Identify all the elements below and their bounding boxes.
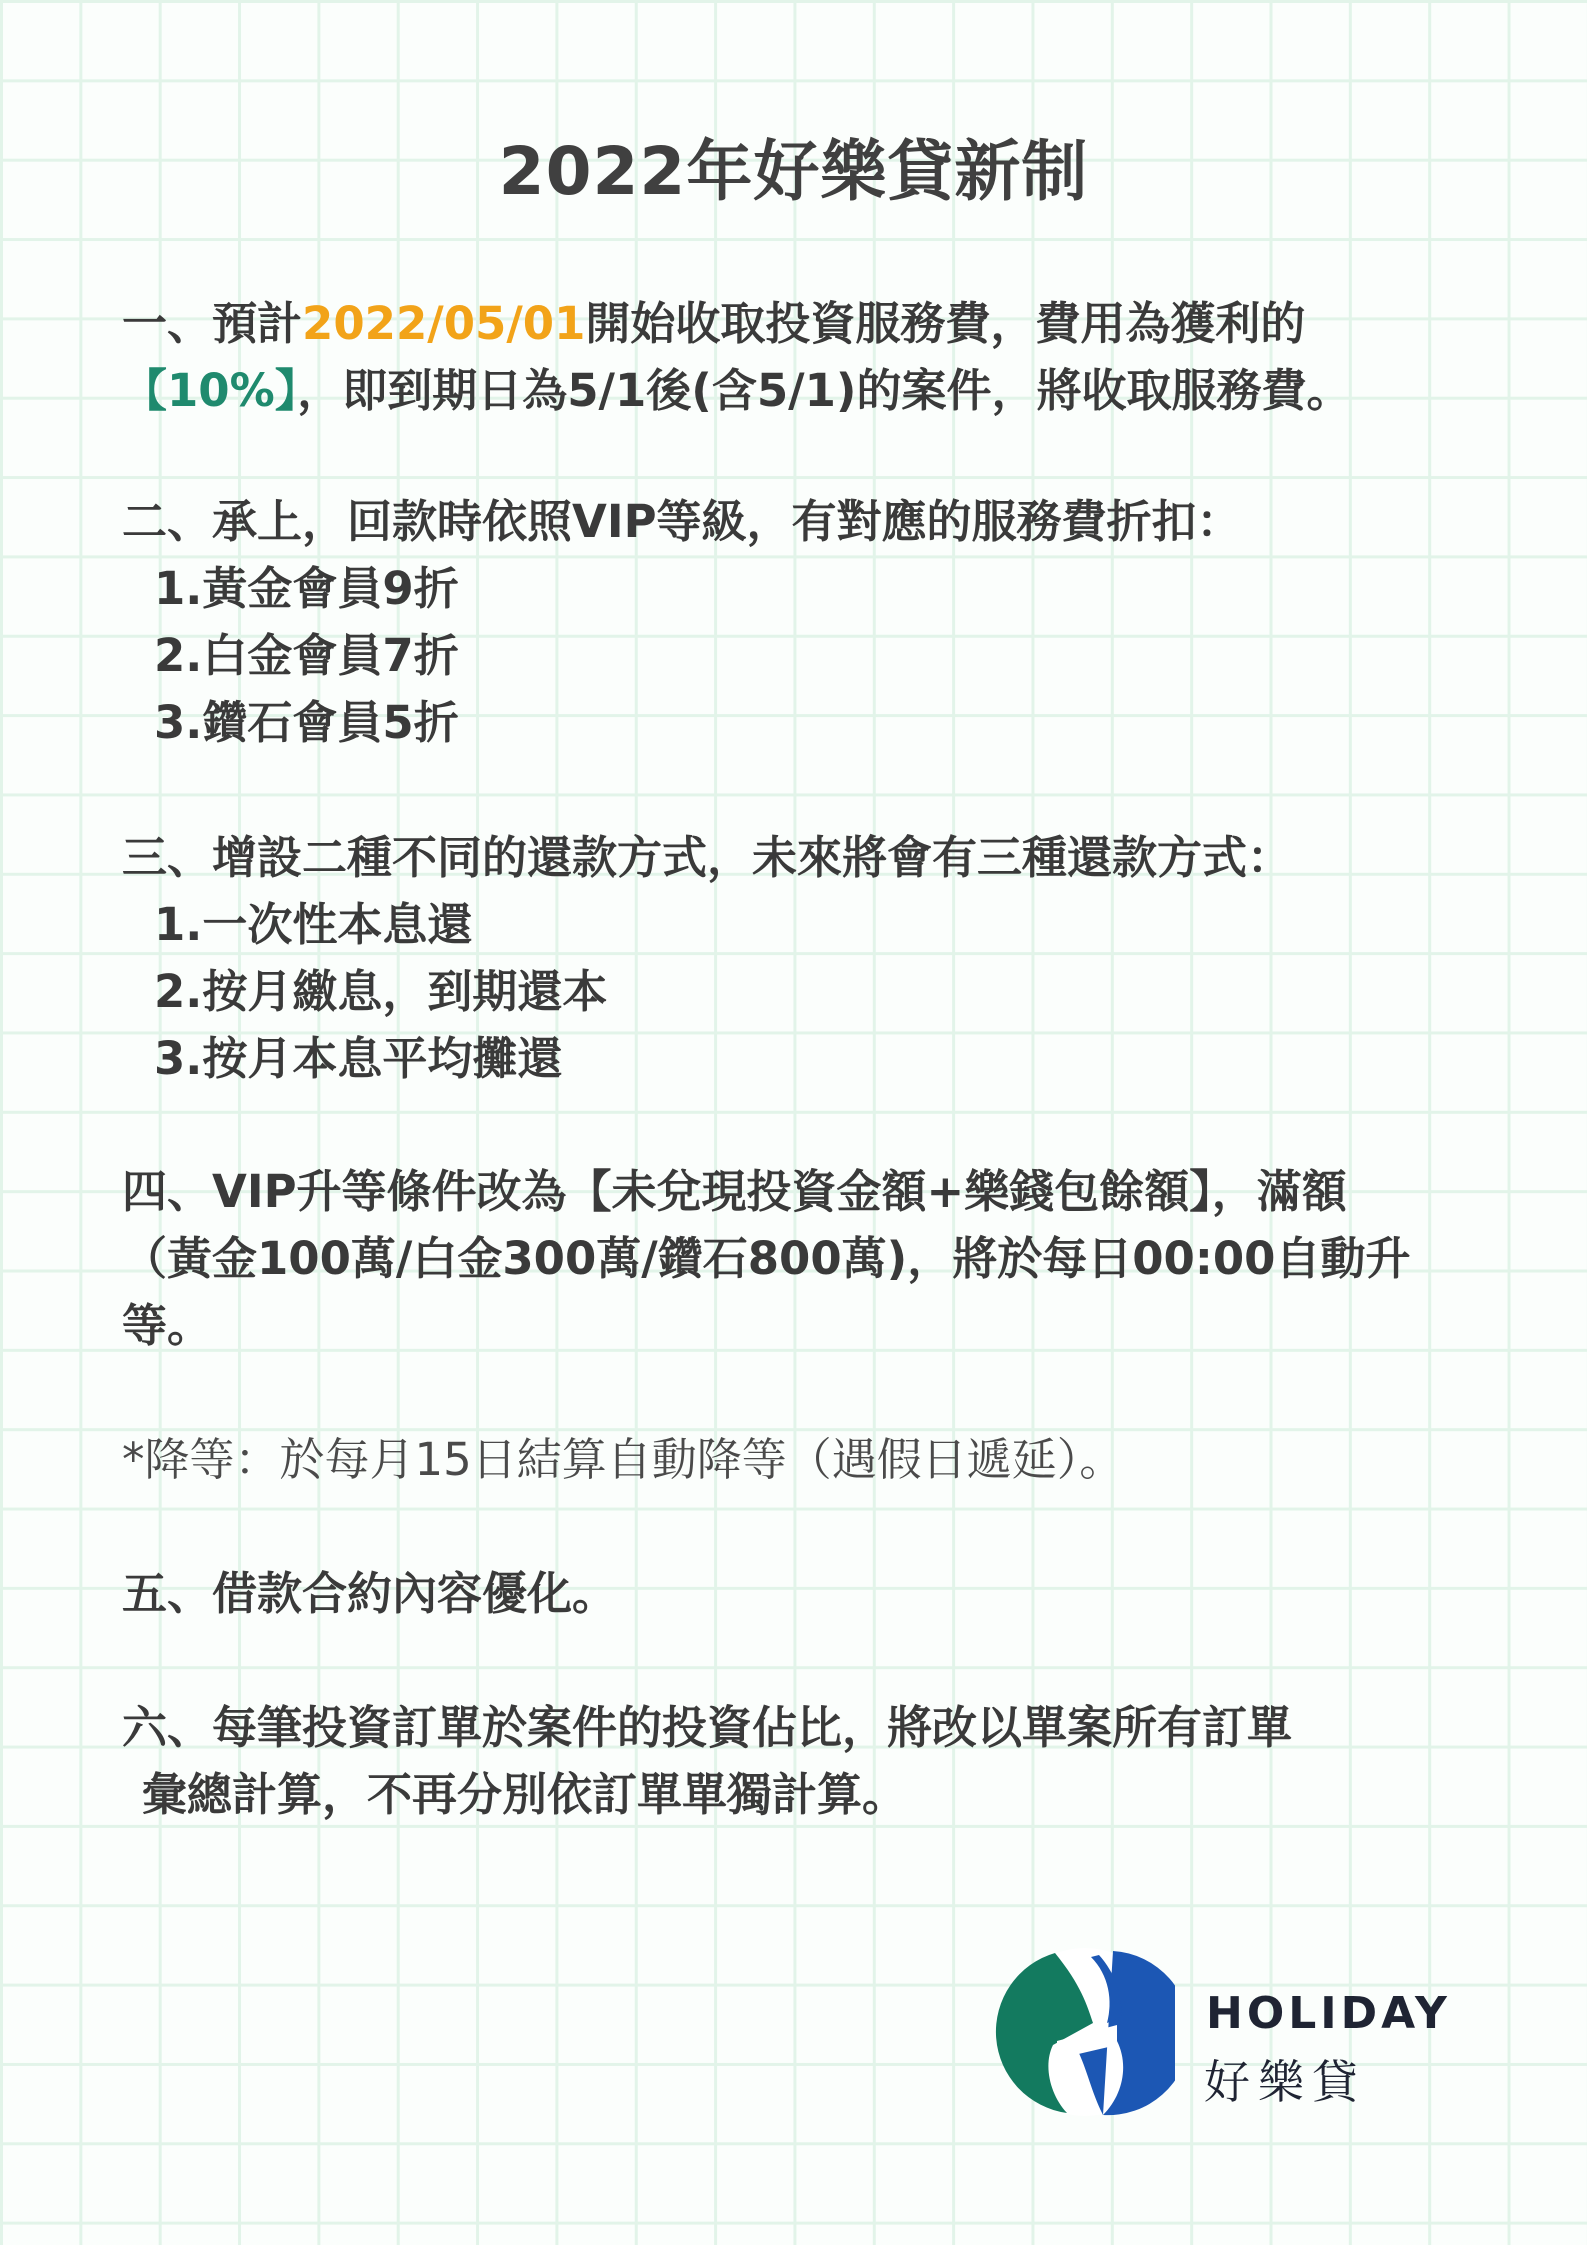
- section-1: [122, 290, 1351, 424]
- list-item: 2.白金會員7折: [154, 629, 459, 682]
- section-4-line-3: 等。: [122, 1299, 213, 1352]
- section-6-line-1: 六、每筆投資訂單於案件的投資佔比，將改以單案所有訂單: [122, 1701, 1293, 1754]
- section-4-line-2: （黃金100萬/白金300萬/鑽石800萬)，將於每日00:00自動升: [122, 1232, 1411, 1285]
- list-item: 1.黃金會員9折: [154, 562, 459, 615]
- section-3: [122, 824, 1292, 1092]
- section-1-line-1: [122, 290, 1351, 357]
- section-4-line-1: 四、VIP升等條件改為【未兌現投資金額+樂錢包餘額】，滿額: [122, 1165, 1347, 1218]
- holiday-logo-icon: [995, 1945, 1175, 2120]
- section-4: [122, 1158, 1410, 1359]
- section-6-line-2: 彙總計算，不再分別依訂單單獨計算。: [142, 1768, 908, 1821]
- page-title: 2022年好樂貸新制: [498, 133, 1089, 210]
- list-item: 3.鑽石會員5折: [154, 696, 459, 749]
- list-item: 1.一次性本息還: [154, 898, 473, 951]
- brand-name-en: HOLIDAY: [1206, 1988, 1451, 2039]
- service-fee-rate: 【10%】: [122, 364, 298, 417]
- section-3-heading: 三、增設二種不同的還款方式，未來將會有三種還款方式：: [122, 831, 1293, 884]
- downgrade-note: *降等：於每月15日結算自動降等（遇假日遞延）。: [122, 1433, 1125, 1486]
- section-2: [122, 488, 1242, 756]
- section-2-heading: 二、承上，回款時依照VIP等級，有對應的服務費折扣：: [122, 495, 1242, 548]
- section-1-rest: ，即到期日為5/1後(含5/1)的案件，將收取服務費。: [297, 364, 1352, 417]
- section-6: [122, 1694, 1292, 1828]
- section-5: 五、借款合約內容優化。: [122, 1567, 618, 1620]
- list-item: 3.按月本息平均攤還: [154, 1032, 563, 1085]
- section-1-prefix: 一、預計: [122, 297, 303, 350]
- start-date: 2022/05/01: [302, 297, 586, 350]
- section-1-middle: 開始收取投資服務費，費用為獲利的: [585, 297, 1306, 350]
- list-item: 2.按月繳息，到期還本: [154, 965, 608, 1018]
- brand-name-zh: 好樂貸: [1204, 2055, 1366, 2109]
- section-1-line-2: [122, 357, 1351, 424]
